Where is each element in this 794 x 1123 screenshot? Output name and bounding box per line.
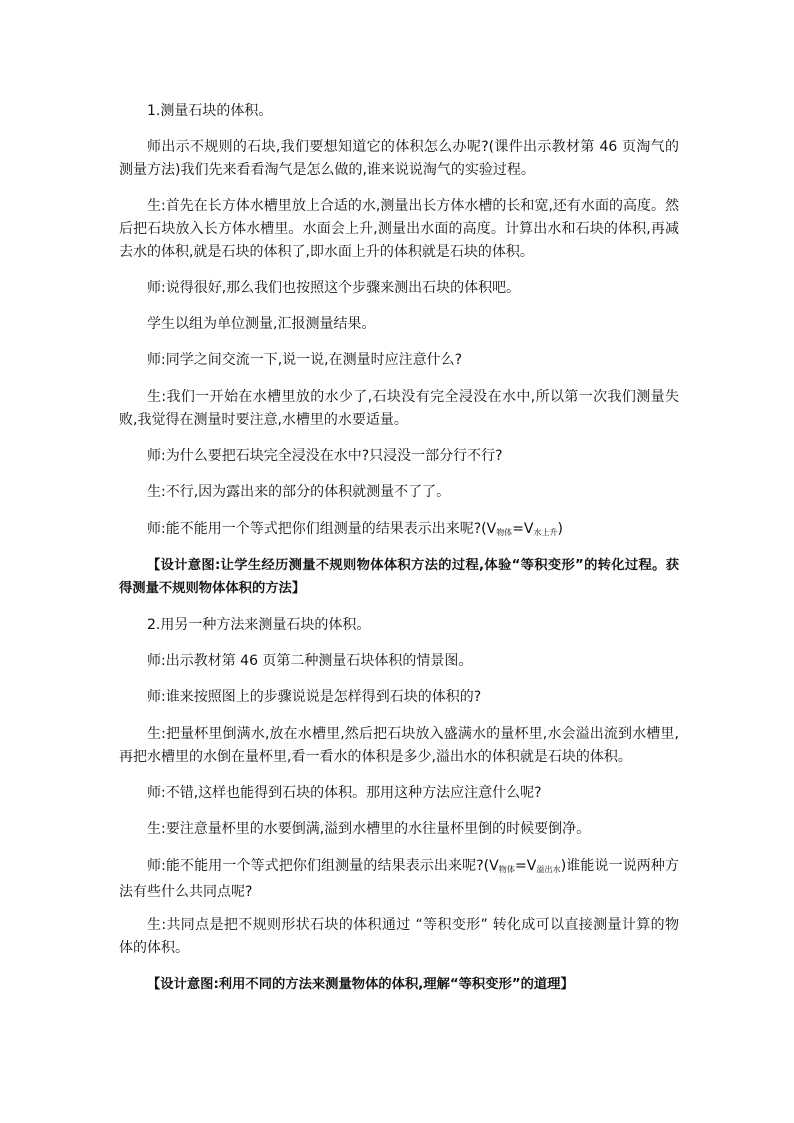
paragraph: 师:谁来按照图上的步骤说说是怎样得到石块的体积的? — [147, 689, 482, 705]
section-heading-1: 1.测量石块的体积。 — [147, 103, 273, 119]
paragraph: 生:要注意量杯里的水要倒满,溢到水槽里的水往量杯里倒的时候要倒净。 — [147, 821, 591, 837]
paragraph: 生:把量杯里倒满水,放在水槽里,然后把石块放入盛满水的量杯里,水会溢出流到水槽里,再把水槽里的水倒在量杯里,看一看水的体积是多少,溢出水的体积就是石块的体积。 — [119, 726, 679, 765]
paragraph: 学生以组为单位测量,汇报测量结果。 — [147, 316, 376, 332]
section-heading-2: 2.用另一种方法来测量石块的体积。 — [147, 617, 371, 633]
paragraph: 生:我们一开始在水槽里放的水少了,石块没有完全浸没在水中,所以第一次我们测量失败,我觉得在测量时要注意,水槽里的水要适量。 — [119, 389, 679, 428]
paragraph: 师:为什么要把石块完全浸没在水中?只浸没一部分行不行? — [147, 448, 503, 464]
paragraph: 师:同学之间交流一下,说一说,在测量时应注意什么? — [147, 352, 463, 368]
design-intent-note: 【设计意图:利用不同的方法来测量物体的体积,理解“等积变形”的道理】 — [147, 977, 574, 992]
paragraph: 师:出示教材第 46 页第二种测量石块体积的情景图。 — [147, 653, 473, 669]
design-intent-note: 【设计意图:让学生经历测量不规则物体体积方法的过程,体验“等积变形”的转化过程。获得测量不规则物体体积的方法】 — [119, 558, 679, 596]
paragraph: 师:说得很好,那么我们也按照这个步骤来测出石块的体积吧。 — [147, 280, 521, 296]
paragraph: 师出示不规则的石块,我们要想知道它的体积怎么办呢?(课件出示教材第 46 页淘气的测量方法)我们先来看看淘气是怎么做的,谁来说说淘气的实验过程。 — [119, 139, 679, 178]
paragraph: 生:共同点是把不规则形状石块的体积通过 “等积变形” 转化成可以直接测量计算的物体的体积。 — [119, 917, 679, 956]
paragraph-formula: 师:能不能用一个等式把你们组测量的结果表示出来呢$?(V_{物体}=V_{溢出水})$谁能说一说两种方法有些什么共同点呢? — [119, 858, 680, 900]
paragraph: 师:不错,这样也能得到石块的体积。那用这种方法应注意什么呢? — [147, 785, 542, 801]
paragraph-formula: 师:能不能用一个等式把你们组测量的结果表示出来呢$?(V_{物体}=V_{水上升})$ — [147, 521, 563, 537]
paragraph: 生:首先在长方体水槽里放上合适的水,测量出长方体水槽的长和宽,还有水面的高度。然后把石块放入长方体水槽里。水面会上升,测量出水面的高度。计算出水和石块的体积,再减去水的体积,就是石块的体积了,即水面上升的体积就是石块的体积。 — [119, 198, 679, 260]
paragraph: 生:不行,因为露出来的部分的体积就测量不了了。 — [147, 484, 451, 500]
